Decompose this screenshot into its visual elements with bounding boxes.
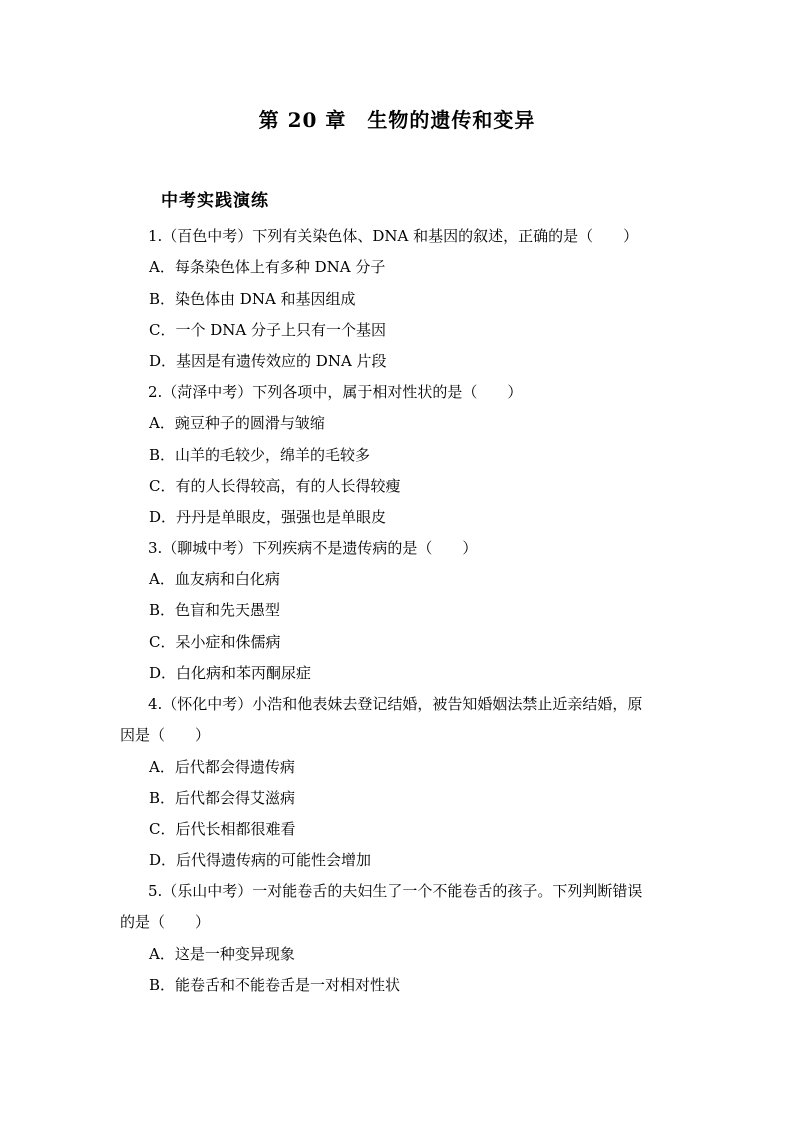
option-a: A．豌豆种子的圆滑与皱缩	[149, 414, 325, 432]
option-c: C．后代长相都很难看	[149, 820, 296, 838]
option-c: C．有的人长得较高，有的人长得较瘦	[149, 477, 401, 495]
option-b: B．山羊的毛较少，绵羊的毛较多	[149, 446, 371, 464]
option-d: D．基因是有遗传效应的 DNA 片段	[149, 352, 387, 370]
option-c: C．一个 DNA 分子上只有一个基因	[149, 321, 386, 339]
option-b: B．能卷舌和不能卷舌是一对相对性状	[149, 976, 401, 994]
question-stem: 1.（百色中考）下列有关染色体、DNA 和基因的叙述，正确的是（ ）	[148, 227, 639, 245]
section-heading: 中考实践演练	[161, 191, 269, 211]
option-a: A．这是一种变异现象	[149, 945, 295, 963]
option-a: A．每条染色体上有多种 DNA 分子	[149, 258, 386, 276]
question-stem: 5.（乐山中考）一对能卷舌的夫妇生了一个不能卷舌的孩子。下列判断错误	[148, 882, 643, 900]
question-stem: 4.（怀化中考）小浩和他表妹去登记结婚，被告知婚姻法禁止近亲结婚，原	[148, 695, 643, 713]
option-a: A．血友病和白化病	[149, 570, 280, 588]
option-d: D．白化病和苯丙酮尿症	[149, 664, 312, 682]
option-a: A．后代都会得遗传病	[149, 758, 295, 776]
question-stem-continuation: 因是（ ）	[120, 726, 211, 744]
question-stem: 3.（聊城中考）下列疾病不是遗传病的是（ ）	[148, 539, 478, 557]
option-d: D．丹丹是单眼皮，强强也是单眼皮	[149, 508, 387, 526]
option-c: C．呆小症和侏儒病	[149, 633, 281, 651]
question-stem: 2.（菏泽中考）下列各项中，属于相对性状的是（ ）	[148, 383, 523, 401]
option-b: B．色盲和先天愚型	[149, 601, 281, 619]
option-b: B．后代都会得艾滋病	[149, 789, 296, 807]
question-stem-continuation: 的是（ ）	[120, 913, 211, 931]
option-d: D．后代得遗传病的可能性会增加	[149, 851, 372, 869]
option-b: B．染色体由 DNA 和基因组成	[149, 290, 356, 308]
page-title: 第 20 章 生物的遗传和变异	[258, 108, 536, 132]
